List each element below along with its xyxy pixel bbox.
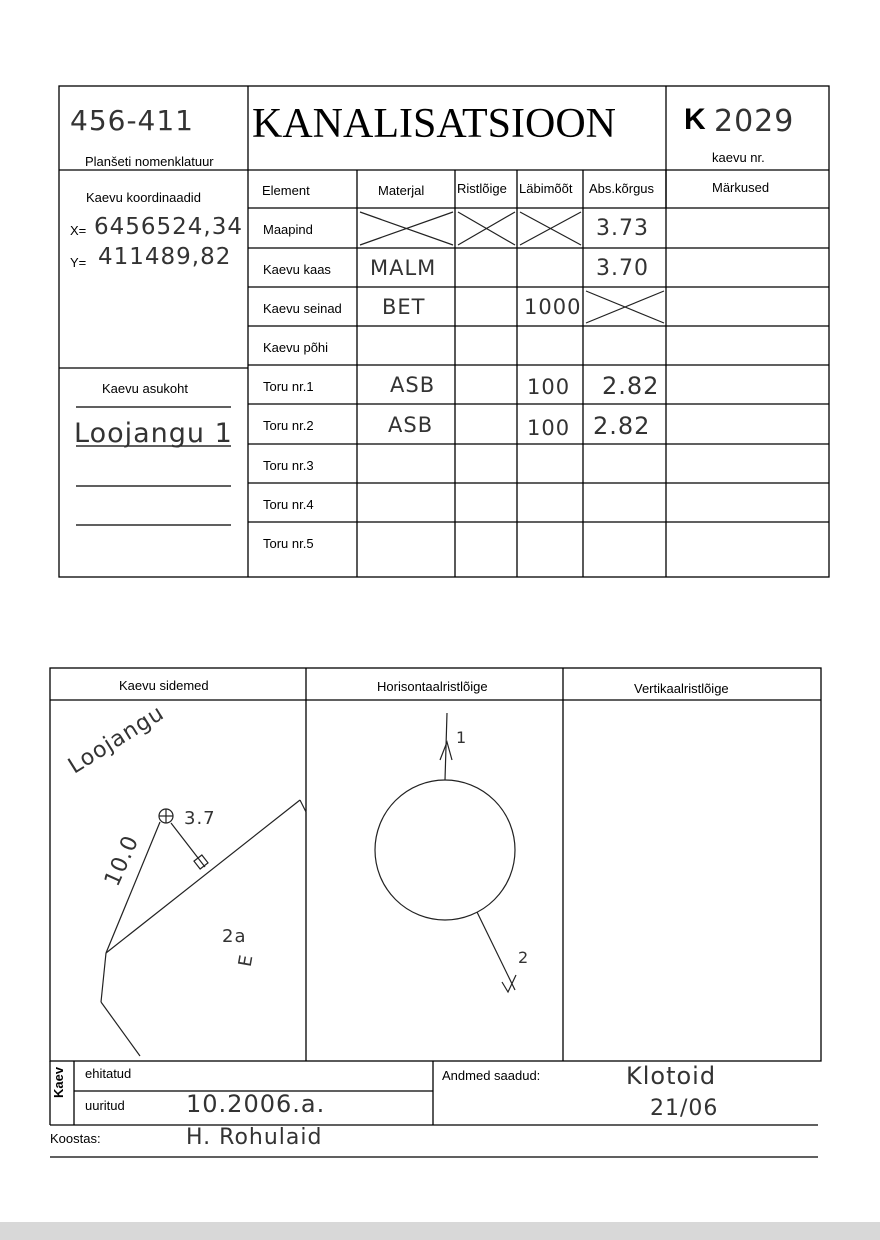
footer-side-label: Kaev <box>51 1066 66 1098</box>
cell-material: MALM <box>370 256 437 280</box>
well-prefix: K <box>684 103 706 136</box>
cell-diameter: 1000 <box>524 295 582 319</box>
row-element: Kaevu seinad <box>263 301 342 316</box>
built-label: ehitatud <box>85 1066 132 1081</box>
col-header-material: Materjal <box>378 183 425 198</box>
page-title: KANALISATSIOON <box>252 101 616 147</box>
row-element: Maapind <box>263 222 313 237</box>
row-element: Toru nr.4 <box>263 497 314 512</box>
distance-main: 10.0 <box>100 831 145 891</box>
col-header-abs-height: Abs.kõrgus <box>589 181 655 196</box>
data-received-label: Andmed saadud: <box>442 1068 541 1083</box>
cell-material: BET <box>382 295 426 319</box>
cell-diameter: 100 <box>527 375 571 399</box>
x-value: 6456524,34 <box>94 214 244 240</box>
house-number: 2a <box>222 926 247 947</box>
cell-height: 2.82 <box>602 372 660 400</box>
col-header-element: Element <box>262 183 310 198</box>
col-header-diameter: Läbimõõt <box>519 181 573 196</box>
y-label: Y= <box>70 255 87 270</box>
data-received-value: Klotoid <box>626 1062 717 1090</box>
data-received-date: 21/06 <box>650 1096 719 1121</box>
nomenclature-label: Planšeti nomenklatuur <box>85 154 214 169</box>
well-number: 2029 <box>714 104 795 139</box>
author-value: H. Rohulaid <box>186 1125 323 1150</box>
row-element: Toru nr.3 <box>263 458 314 473</box>
well-number-label: kaevu nr. <box>712 150 765 165</box>
row-element: Toru nr.2 <box>263 418 314 433</box>
horizontal-section-label: Horisontaalristlõige <box>377 679 488 694</box>
coordinates-label: Kaevu koordinaadid <box>86 190 201 205</box>
pipe-1-label: 1 <box>456 728 468 747</box>
location-value: Loojangu 1 <box>74 418 233 449</box>
ties-section-label: Kaevu sidemed <box>119 678 209 693</box>
cell-diameter: 100 <box>527 416 571 440</box>
y-value: 411489,82 <box>98 244 232 270</box>
cell-material: ASB <box>388 413 434 437</box>
row-element: Kaevu kaas <box>263 262 331 277</box>
x-label: X= <box>70 223 87 238</box>
surveyed-value: 10.2006.a. <box>186 1090 326 1118</box>
cell-height: 3.73 <box>596 216 649 241</box>
author-label: Koostas: <box>50 1131 101 1146</box>
pipe-2-label: 2 <box>518 948 530 967</box>
cell-material: ASB <box>390 373 436 397</box>
distance-small: 3.7 <box>184 808 216 829</box>
scan-edge <box>0 1222 880 1240</box>
nomenclature-value: 456-411 <box>70 104 194 137</box>
horizontal-section-sketch <box>375 713 516 992</box>
cell-height: 2.82 <box>593 412 651 440</box>
surveyed-label: uuritud <box>85 1098 125 1113</box>
row-element: Toru nr.5 <box>263 536 314 551</box>
cell-height: 3.70 <box>596 256 649 281</box>
row-element: Kaevu põhi <box>263 340 329 355</box>
vertical-section-label: Vertikaalristlõige <box>634 681 729 696</box>
col-header-cross-section: Ristlõige <box>457 181 507 196</box>
street-label: Loojangu <box>64 700 170 780</box>
house-letter: E <box>234 952 258 969</box>
col-header-notes: Märkused <box>712 180 770 195</box>
location-label: Kaevu asukoht <box>102 381 189 396</box>
row-element: Toru nr.1 <box>263 379 314 394</box>
